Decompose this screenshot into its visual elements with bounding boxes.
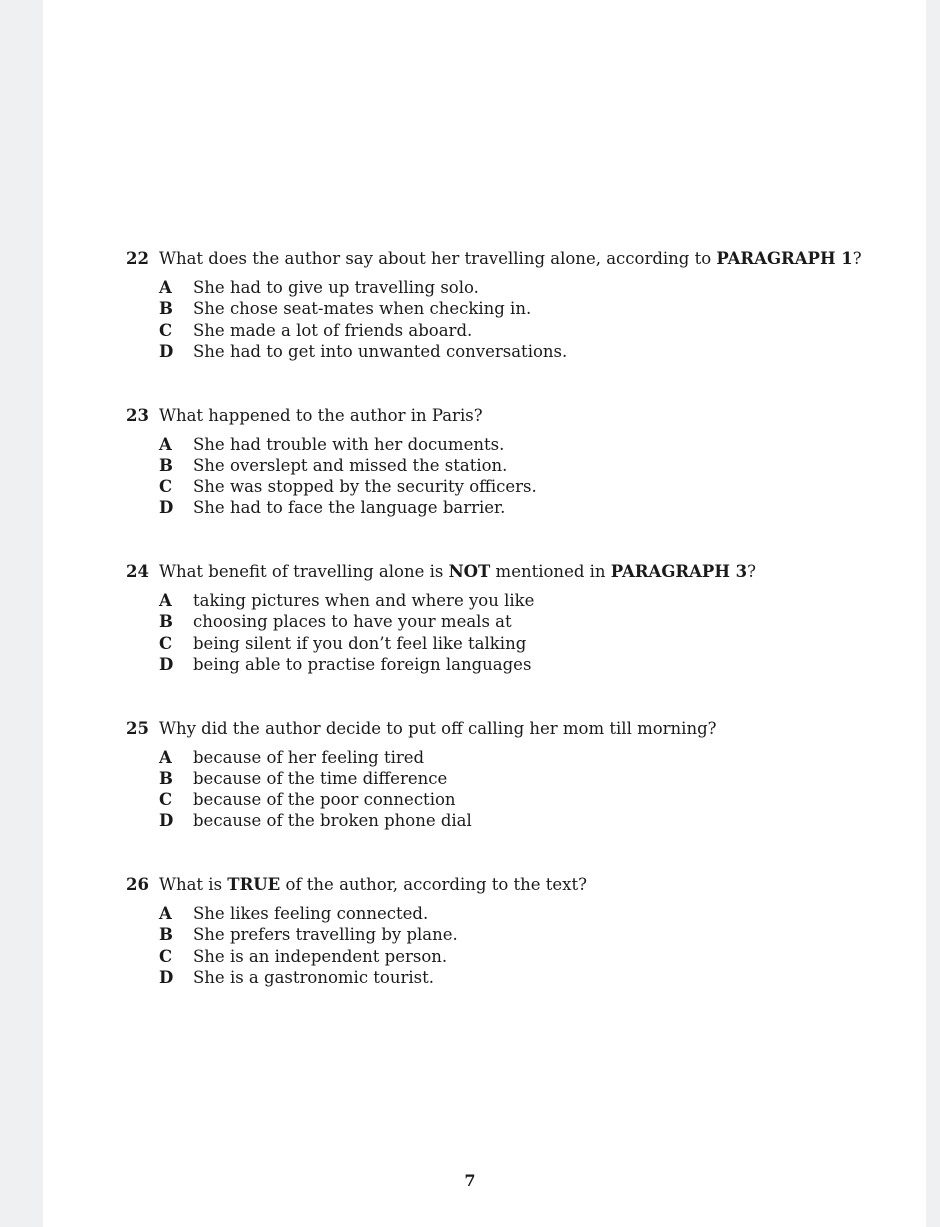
answer-option: [159, 476, 866, 497]
question-text: What benefit of travelling alone is NOT mentioned in PARAGRAPH 3?: [159, 562, 757, 581]
question-22: [126, 247, 866, 404]
question-text: What is TRUE of the author, according to the text?: [159, 875, 587, 894]
option-letter: D: [159, 967, 174, 987]
question-text: What happened to the author in Paris?: [159, 405, 483, 425]
option-letter: C: [159, 790, 173, 810]
answer-options: [126, 590, 866, 675]
answer-option: [159, 455, 866, 476]
questions-list: [126, 247, 866, 1030]
option-text: She chose seat-mates when checking in.: [193, 299, 532, 319]
answer-option: [159, 747, 866, 768]
option-letter: B: [159, 925, 173, 945]
question-26: [126, 873, 866, 1030]
option-text: She had to get into unwanted conversations.: [193, 341, 568, 361]
question-25: [126, 717, 866, 874]
answer-options: [126, 903, 866, 988]
question-stem: [126, 560, 866, 584]
option-letter: D: [159, 654, 174, 674]
question-number: 26: [126, 875, 149, 894]
option-letter: B: [159, 768, 173, 788]
option-text: being able to practise foreign languages: [193, 654, 532, 674]
answer-option: [159, 654, 866, 675]
answer-option: [159, 434, 866, 455]
answer-option: [159, 497, 866, 518]
option-text: being silent if you don’t feel like talking: [193, 633, 527, 653]
answer-option: [159, 590, 866, 611]
question-24: [126, 560, 866, 717]
answer-option: [159, 298, 866, 319]
answer-options: [126, 747, 866, 832]
answer-option: [159, 611, 866, 632]
question-number: 22: [126, 249, 149, 268]
option-text: She made a lot of friends aboard.: [193, 320, 473, 340]
option-text: choosing places to have your meals at: [193, 612, 512, 632]
answer-option: [159, 320, 866, 341]
answer-option: [159, 946, 866, 967]
option-letter: B: [159, 455, 173, 475]
question-number: 23: [126, 405, 149, 425]
option-text: She had to face the language barrier.: [193, 498, 506, 518]
option-text: because of the broken phone dial: [193, 811, 472, 831]
option-letter: C: [159, 946, 173, 966]
option-text: She was stopped by the security officers.: [193, 477, 537, 497]
answer-option: [159, 903, 866, 924]
option-letter: C: [159, 477, 173, 497]
question-text: What does the author say about her travelling alone, according to PARAGRAPH 1?: [159, 249, 862, 268]
answer-options: [126, 434, 866, 519]
option-text: because of the poor connection: [193, 790, 456, 810]
option-text: because of her feeling tired: [193, 747, 425, 767]
question-stem: [126, 873, 866, 897]
option-letter: D: [159, 811, 174, 831]
answer-option: [159, 810, 866, 831]
option-letter: B: [159, 612, 173, 632]
option-text: taking pictures when and where you like: [193, 591, 535, 610]
option-letter: D: [159, 498, 174, 518]
option-letter: A: [159, 904, 172, 923]
option-text: She is an independent person.: [193, 946, 448, 966]
question-stem: [126, 247, 866, 271]
answer-option: [159, 633, 866, 654]
option-text: She had to give up travelling solo.: [193, 278, 479, 297]
answer-option: [159, 789, 866, 810]
option-letter: C: [159, 320, 173, 340]
option-letter: A: [159, 434, 172, 454]
answer-options: [126, 277, 866, 362]
question-stem: [126, 404, 866, 428]
option-text: She overslept and missed the station.: [193, 455, 508, 475]
question-number: 24: [126, 562, 149, 581]
option-text: She is a gastronomic tourist.: [193, 967, 434, 987]
option-letter: A: [159, 278, 172, 297]
answer-option: [159, 768, 866, 789]
question-23: [126, 404, 866, 561]
option-text: She prefers travelling by plane.: [193, 925, 458, 945]
option-letter: B: [159, 299, 173, 319]
answer-option: [159, 924, 866, 945]
question-text: Why did the author decide to put off calling her mom till morning?: [159, 718, 717, 738]
option-letter: D: [159, 341, 174, 361]
answer-option: [159, 341, 866, 362]
option-letter: A: [159, 591, 172, 610]
question-number: 25: [126, 718, 149, 738]
option-letter: C: [159, 633, 173, 653]
option-text: She had trouble with her documents.: [193, 434, 505, 454]
answer-option: [159, 277, 866, 298]
page-number: 7: [464, 1171, 476, 1190]
option-text: because of the time difference: [193, 768, 448, 788]
answer-option: [159, 967, 866, 988]
option-letter: A: [159, 747, 172, 767]
question-stem: [126, 717, 866, 741]
option-text: She likes feeling connected.: [193, 904, 429, 923]
